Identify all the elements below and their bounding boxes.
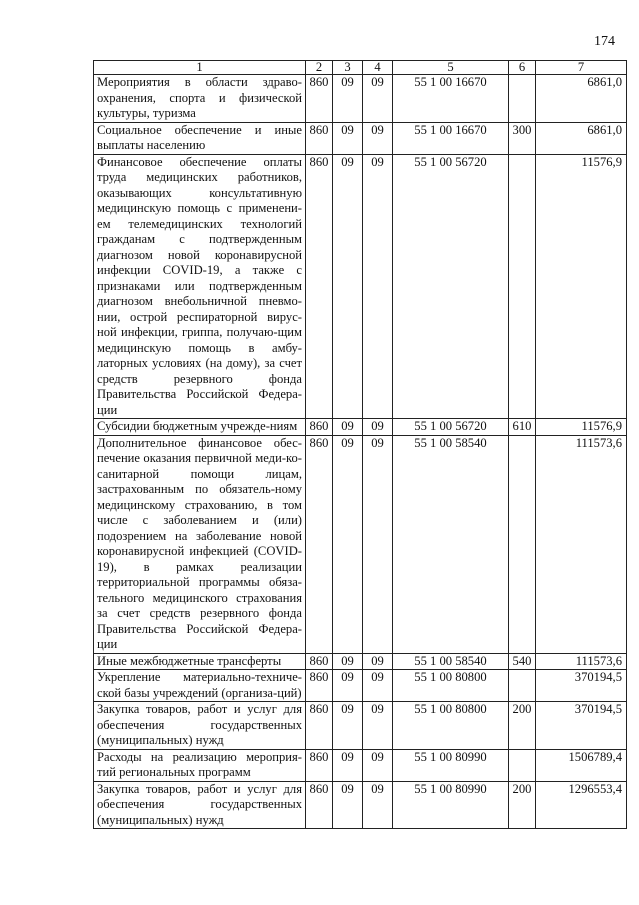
column-header-6: 6 [509, 61, 536, 75]
target-article-code: 55 1 00 16670 [393, 75, 509, 123]
admin-code: 860 [306, 702, 333, 750]
amount: 1506789,4 [536, 749, 627, 781]
table-row [94, 419, 627, 436]
amount: 11576,9 [536, 154, 627, 419]
subsection-code: 09 [363, 435, 393, 653]
expense-name: Укрепление материально-техниче-ской базы учреждений (организа-ций) [94, 670, 306, 702]
target-article-code: 55 1 00 58540 [393, 435, 509, 653]
subsection-code: 09 [363, 781, 393, 829]
admin-code: 860 [306, 419, 333, 436]
expense-name: Финансовое обеспечение оплаты труда медицинских работников, оказывающих консультативную медицинскую помощь с применени-ем телемедицинских технологий гражданам с подтвержденным диагнозом новой коронавирусной инфекции COVID-19, а также с признаками или подтвержденным диагнозом внебольничной пневмо-нии, острой респираторной вирус-ной инфекции, гриппа, получаю-щим медицинскую помощь в амбу-латорных условиях (на дому), за счет средств резервного фонда Правительства Российской Федера-ции [94, 154, 306, 419]
subsection-code: 09 [363, 419, 393, 436]
expense-type-code: 200 [509, 781, 536, 829]
amount: 6861,0 [536, 75, 627, 123]
column-header-2: 2 [306, 61, 333, 75]
target-article-code: 55 1 00 58540 [393, 653, 509, 670]
column-header-3: 3 [333, 61, 363, 75]
table-row [94, 670, 627, 702]
expense-type-code: 300 [509, 122, 536, 154]
table-row [94, 154, 627, 419]
expense-type-code [509, 154, 536, 419]
column-number-row [94, 61, 627, 75]
column-header-5: 5 [393, 61, 509, 75]
admin-code: 860 [306, 781, 333, 829]
page-number: 174 [594, 34, 615, 49]
column-header-4: 4 [363, 61, 393, 75]
expense-type-code: 200 [509, 702, 536, 750]
target-article-code: 55 1 00 56720 [393, 419, 509, 436]
table-body [94, 75, 627, 829]
expense-type-code [509, 670, 536, 702]
amount: 6861,0 [536, 122, 627, 154]
target-article-code: 55 1 00 80990 [393, 781, 509, 829]
section-code: 09 [333, 75, 363, 123]
expense-type-code [509, 435, 536, 653]
target-article-code: 55 1 00 80800 [393, 670, 509, 702]
section-code: 09 [333, 781, 363, 829]
amount: 11576,9 [536, 419, 627, 436]
table-row [94, 702, 627, 750]
expense-type-code [509, 749, 536, 781]
expense-name: Закупка товаров, работ и услуг для обеспечения государственных (муниципальных) нужд [94, 781, 306, 829]
subsection-code: 09 [363, 702, 393, 750]
admin-code: 860 [306, 75, 333, 123]
section-code: 09 [333, 435, 363, 653]
expense-name: Закупка товаров, работ и услуг для обеспечения государственных (муниципальных) нужд [94, 702, 306, 750]
expense-name: Дополнительное финансовое обес-печение оказания первичной меди-ко-санитарной помощи лицам, застрахованным по обязатель-ному медицинскому страхованию, в том числе с заболеванием и (или) подозрением на заболевание новой коронавирусной инфекцией (COVID-19), в рамках реализации территориальной программы обяза-тельного медицинского страхования за счет средств резервного фонда Правительства Российской Федера-ции [94, 435, 306, 653]
subsection-code: 09 [363, 75, 393, 123]
target-article-code: 55 1 00 56720 [393, 154, 509, 419]
expense-name: Мероприятия в области здраво-охранения, спорта и физической культуры, туризма [94, 75, 306, 123]
subsection-code: 09 [363, 653, 393, 670]
amount: 111573,6 [536, 653, 627, 670]
target-article-code: 55 1 00 80800 [393, 702, 509, 750]
table-row [94, 75, 627, 123]
expense-type-code: 540 [509, 653, 536, 670]
column-header-7: 7 [536, 61, 627, 75]
target-article-code: 55 1 00 16670 [393, 122, 509, 154]
admin-code: 860 [306, 435, 333, 653]
section-code: 09 [333, 749, 363, 781]
section-code: 09 [333, 670, 363, 702]
admin-code: 860 [306, 154, 333, 419]
column-header-1: 1 [94, 61, 306, 75]
table-row [94, 653, 627, 670]
expense-name: Социальное обеспечение и иные выплаты населению [94, 122, 306, 154]
admin-code: 860 [306, 670, 333, 702]
section-code: 09 [333, 154, 363, 419]
expense-type-code: 610 [509, 419, 536, 436]
amount: 111573,6 [536, 435, 627, 653]
target-article-code: 55 1 00 80990 [393, 749, 509, 781]
subsection-code: 09 [363, 122, 393, 154]
expense-name: Расходы на реализацию мероприя-тий региональных программ [94, 749, 306, 781]
budget-table [93, 60, 627, 829]
section-code: 09 [333, 122, 363, 154]
section-code: 09 [333, 653, 363, 670]
expense-type-code [509, 75, 536, 123]
section-code: 09 [333, 702, 363, 750]
subsection-code: 09 [363, 749, 393, 781]
section-code: 09 [333, 419, 363, 436]
subsection-code: 09 [363, 154, 393, 419]
subsection-code: 09 [363, 670, 393, 702]
admin-code: 860 [306, 749, 333, 781]
admin-code: 860 [306, 122, 333, 154]
table-row [94, 122, 627, 154]
amount: 1296553,4 [536, 781, 627, 829]
table-row [94, 749, 627, 781]
table-row [94, 781, 627, 829]
amount: 370194,5 [536, 702, 627, 750]
admin-code: 860 [306, 653, 333, 670]
table-row [94, 435, 627, 653]
amount: 370194,5 [536, 670, 627, 702]
expense-name: Иные межбюджетные трансферты [94, 653, 306, 670]
expense-name: Субсидии бюджетным учрежде-ниям [94, 419, 306, 436]
